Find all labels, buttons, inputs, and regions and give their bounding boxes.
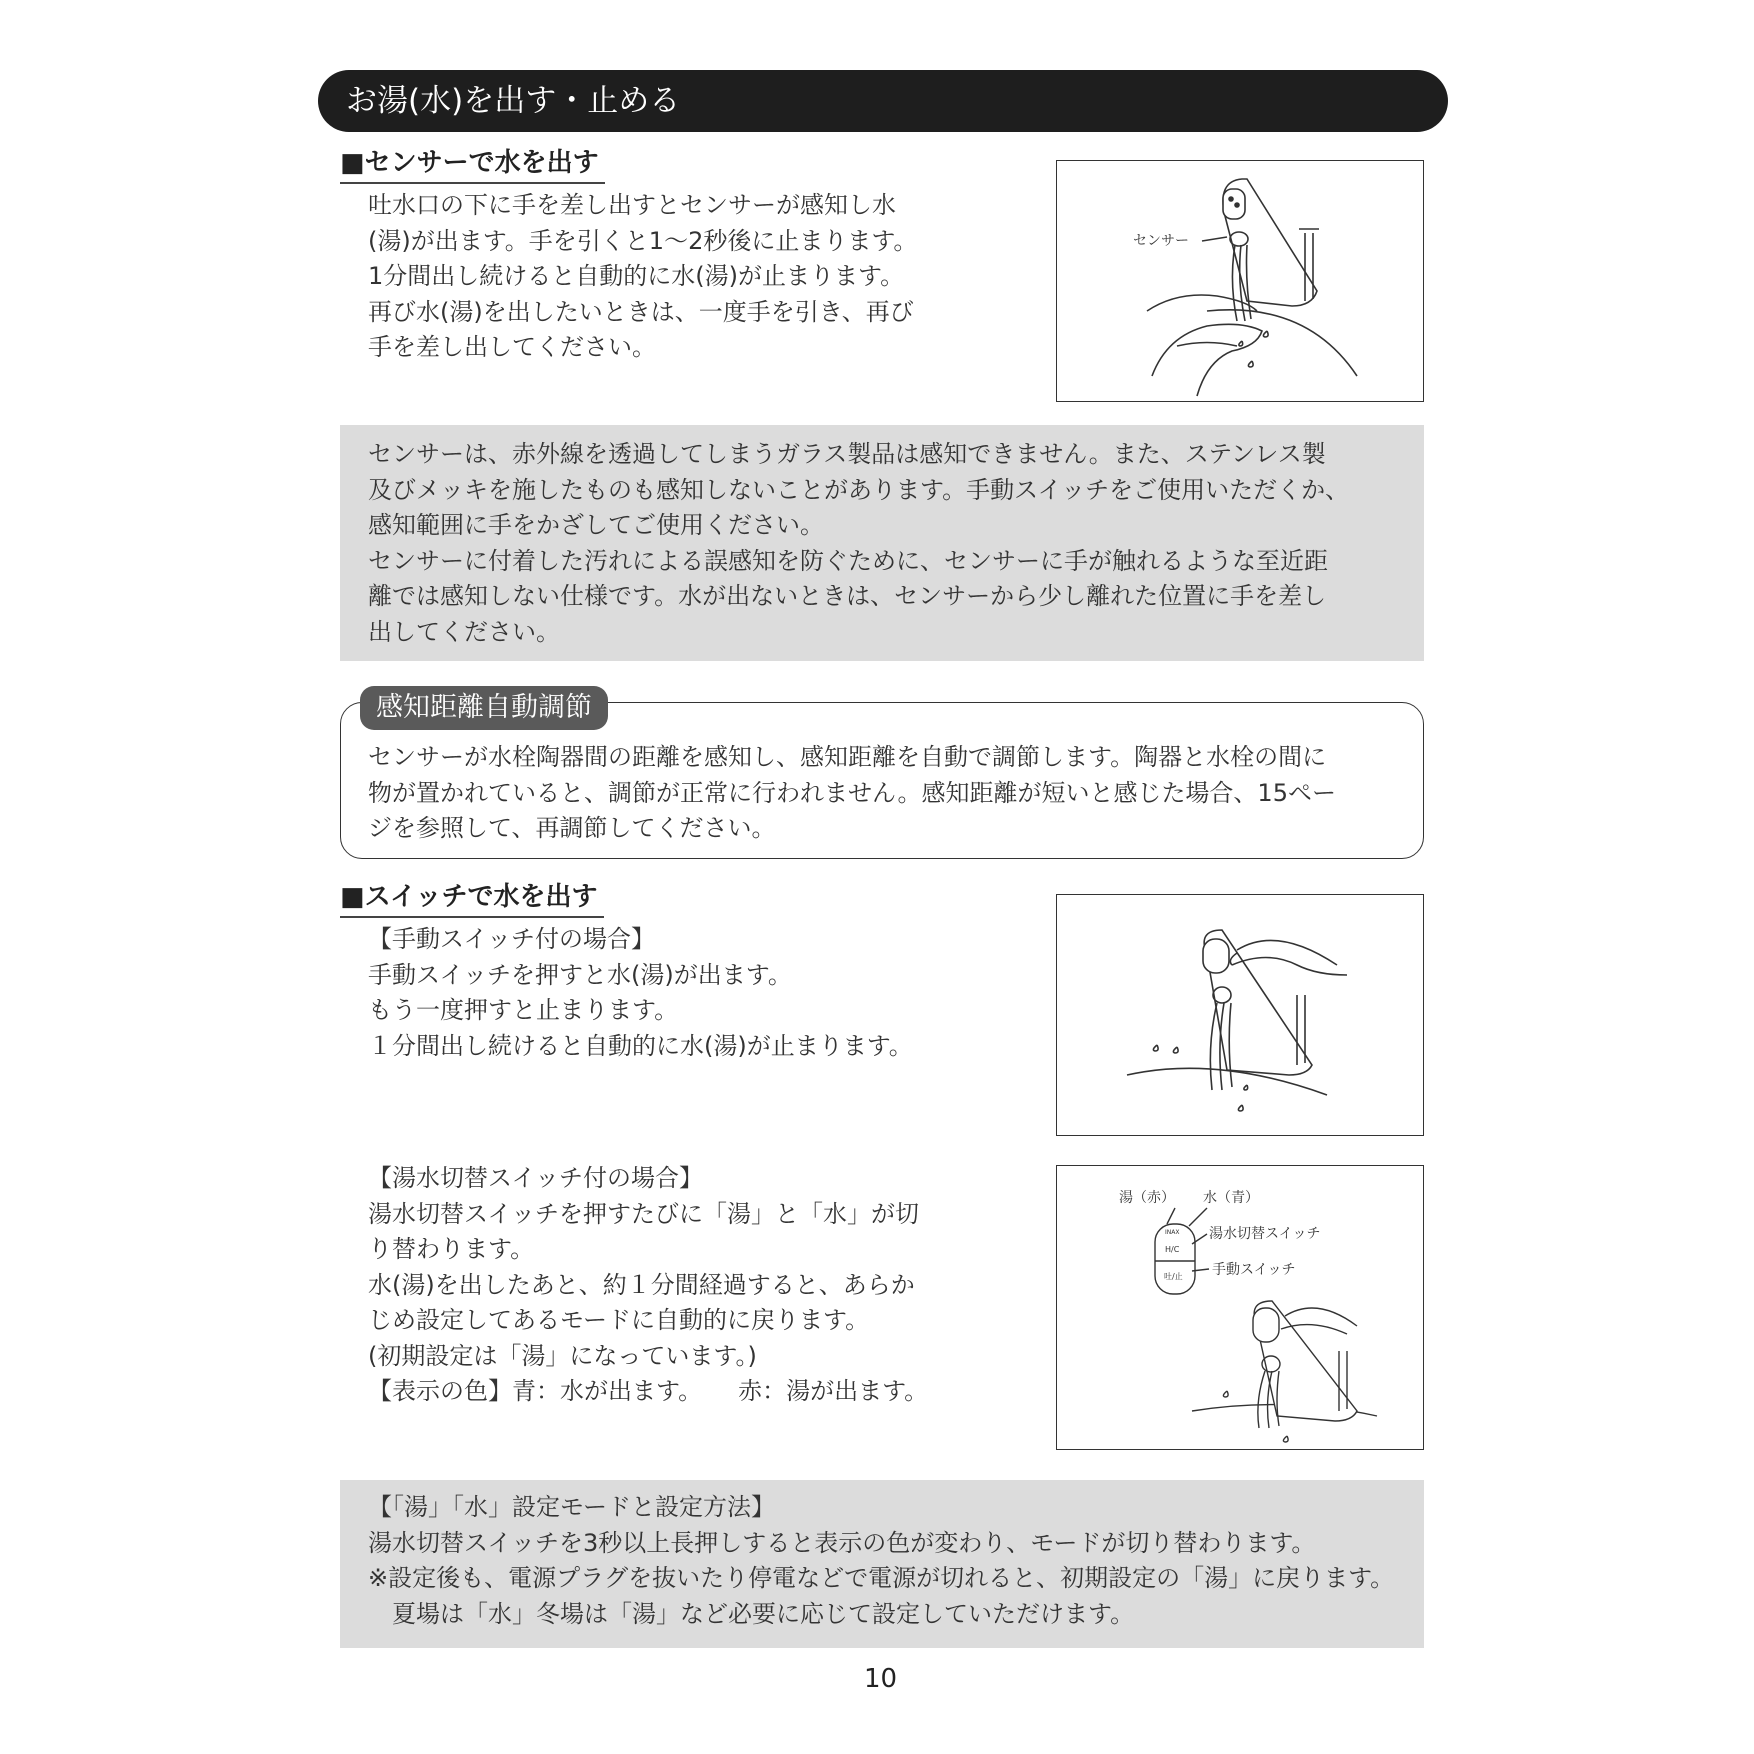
text-line: 手を差し出してください。 [368, 333, 656, 361]
text-line: 【「湯」「水」設定モードと設定方法】 [368, 1493, 776, 1521]
text-line: 及びメッキを施したものも感知しないことがあります。手動スイッチをご使用いただくか、 [368, 475, 1350, 504]
text-line: センサーに付着した汚れによる誤感知を防ぐために、センサーに手が触れるような至近距 [368, 546, 1328, 575]
text-line: 【手動スイッチ付の場合】 [368, 925, 656, 953]
text-line: ※設定後も、電源プラグを抜いたり停電などで電源が切れると、初期設定の「湯」に戻ります。 [368, 1564, 1395, 1592]
text-line: 出してください。 [368, 617, 560, 646]
text-line: 湯水切替スイッチを3秒以上長押しすると表示の色が変わり、モードが切り替わります。 [368, 1528, 1316, 1557]
text-line: ジを参照して、再調節してください。 [368, 814, 776, 842]
sensor-label: センサー [1133, 233, 1189, 249]
hot-red-label: 湯（赤） [1119, 1190, 1175, 1206]
stop-button-text: 吐/止 [1164, 1272, 1183, 1281]
faucet-with-hands-illustration [1057, 161, 1422, 400]
text-line: １分間出し続けると自動的に水(湯)が止まります。 [368, 1031, 913, 1060]
manual-switch-label: 手動スイッチ [1212, 1262, 1296, 1278]
manual-switch-description [368, 922, 913, 1064]
text-line: 吐水口の下に手を差し出すとセンサーが感知し水 [368, 191, 896, 219]
page-title-banner [318, 70, 1448, 132]
text-line: 物が置かれていると、調節が正常に行われません。感知距離が短いと感じた場合、15ペー [368, 778, 1336, 807]
text-line: (湯)が出ます。手を引くと1～2秒後に止まります。 [368, 226, 918, 255]
text-line: 夏場は「水」冬場は「湯」など必要に応じて設定していただけます。 [368, 1599, 1135, 1628]
section-heading-sensor: ■センサーで水を出す [340, 146, 605, 184]
text-line: り替わります。 [368, 1235, 535, 1263]
text-line: 離では感知しない仕様です。水が出ないときは、センサーから少し離れた位置に手を差し [368, 582, 1327, 610]
text-line: 湯水切替スイッチを押すたびに「湯」と「水」が切 [368, 1199, 920, 1228]
hc-button-text: H/C [1165, 1245, 1180, 1254]
press-button-illustration [1057, 895, 1422, 1134]
text-line: センサーが水栓陶器間の距離を感知し、感知距離を自動で調節します。陶器と水栓の間に [368, 743, 1327, 771]
text-line: 再び水(湯)を出したいときは、一度手を引き、再び [368, 297, 914, 326]
toggle-switch-diagram [1057, 1166, 1422, 1448]
auto-adjust-tag: 感知距離自動調節 [360, 686, 608, 730]
sensor-description [368, 188, 917, 366]
text-line: センサーは、赤外線を透過してしまうガラス製品は感知できません。また、ステンレス製 [368, 440, 1326, 468]
page-title: お湯(水)を出す・止める [346, 83, 681, 119]
text-line: 【湯水切替スイッチ付の場合】 [368, 1164, 704, 1192]
cold-blue-label: 水（青） [1203, 1190, 1259, 1206]
section-heading-switch: ■スイッチで水を出す [340, 880, 604, 918]
brand-logo-text: INAX [1165, 1229, 1180, 1236]
mode-setting-text [368, 1490, 1394, 1632]
auto-adjust-text [368, 740, 1336, 847]
text-line: (初期設定は「湯」になっています。) [368, 1341, 757, 1370]
page-number: 10 [864, 1664, 898, 1694]
manual-switch-figure [1056, 894, 1424, 1136]
toggle-switch-description [368, 1161, 928, 1410]
text-line: もう一度押すと止まります。 [368, 996, 679, 1024]
text-line: 水(湯)を出したあと、約１分間経過すると、あらか [368, 1270, 915, 1299]
text-line: じめ設定してあるモードに自動的に戻ります。 [368, 1306, 870, 1334]
toggle-switch-label: 湯水切替スイッチ [1209, 1226, 1321, 1242]
text-line: 感知範囲に手をかざしてご使用ください。 [368, 511, 824, 539]
text-line: 1分間出し続けると自動的に水(湯)が止まります。 [368, 262, 905, 290]
text-line: 【表示の色】青：水が出ます。 赤：湯が出ます。 [368, 1377, 929, 1405]
toggle-switch-figure [1056, 1165, 1424, 1450]
text-line: 手動スイッチを押すと水(湯)が出ます。 [368, 960, 792, 989]
sensor-faucet-figure [1056, 160, 1424, 402]
sensor-caution-text [368, 437, 1349, 650]
